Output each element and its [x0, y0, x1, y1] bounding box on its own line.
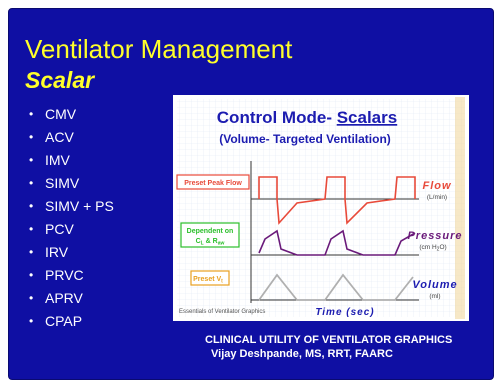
pressure-unit: (cm $H_2O$) — [419, 244, 447, 253]
bullet-text: APRV — [45, 290, 83, 306]
bullet-dot: • — [29, 314, 34, 328]
bullet-dot: • — [29, 291, 34, 305]
bullet-item — [29, 310, 114, 333]
slide-title: Ventilator Management — [25, 34, 293, 64]
preset-peak-flow-label: Preset Peak Flow — [184, 180, 242, 187]
bullet-text: ACV — [45, 129, 74, 145]
figure-subtitle: (Volume- Targeted Ventilation) — [219, 132, 391, 146]
bullet-list — [29, 103, 114, 333]
volume-label: Volume — [412, 279, 458, 291]
bullet-item — [29, 103, 114, 126]
bullet-dot: • — [29, 222, 34, 236]
slide-subtitle: Scalar — [25, 67, 95, 93]
bullet-text: CMV — [45, 106, 77, 122]
bullet-text: CPAP — [45, 313, 83, 329]
bullet-item — [29, 218, 114, 241]
preset-vt-label: Preset $V_t$ — [193, 276, 223, 285]
bullet-item — [29, 241, 114, 264]
bullet-item — [29, 195, 114, 218]
bullet-item — [29, 264, 114, 287]
bullet-text: IRV — [45, 244, 69, 260]
bullet-text: IMV — [45, 152, 70, 168]
credit-line-2: Vijay Deshpande, MS, RRT, FAARC — [211, 348, 393, 360]
flow-label: Flow — [422, 180, 452, 192]
dependent-label-line2: $C_L$ & $R_{aw}$ — [195, 238, 225, 247]
bullet-dot: • — [29, 130, 34, 144]
bullet-item — [29, 172, 114, 195]
figure-source: Essentials of Ventilator Graphics — [179, 309, 266, 315]
slide — [8, 8, 494, 380]
bullet-text: SIMV + PS — [45, 198, 114, 214]
bullet-text: SIMV — [45, 175, 80, 191]
dependent-label-line1: Dependent on — [186, 228, 234, 235]
bullet-item — [29, 149, 114, 172]
pressure-label: Pressure — [407, 230, 463, 242]
volume-unit: (ml) — [429, 293, 441, 300]
bullet-dot: • — [29, 199, 34, 213]
figure-title: Control Mode- Scalars — [216, 108, 398, 127]
bullet-text: PCV — [45, 221, 74, 237]
scalar-figure — [173, 95, 469, 321]
bullet-dot: • — [29, 107, 34, 121]
bullet-dot: • — [29, 245, 34, 259]
bullet-item — [29, 287, 114, 310]
flow-unit: (L/min) — [426, 194, 448, 201]
credit-line-1: CLINICAL UTILITY OF VENTILATOR GRAPHICS — [205, 334, 453, 346]
credit — [205, 333, 452, 361]
bullet-text: PRVC — [45, 267, 84, 283]
time-axis-label: Time (sec) — [315, 307, 375, 318]
bullet-dot: • — [29, 268, 34, 282]
bullet-dot: • — [29, 176, 34, 190]
bullet-dot: • — [29, 153, 34, 167]
bullet-item — [29, 126, 114, 149]
